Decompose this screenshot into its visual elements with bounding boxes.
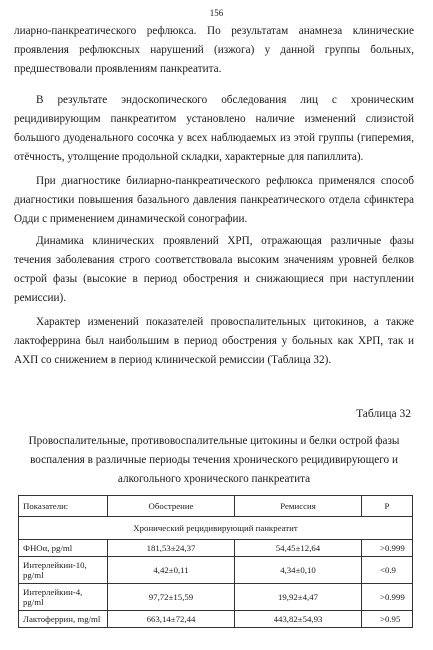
header-indicators: Показатели: xyxy=(19,496,108,517)
row-remission: 54,45±12,64 xyxy=(235,540,362,557)
table-group-row xyxy=(19,517,413,540)
cytokines-table xyxy=(18,495,413,628)
paragraph-diagnostics: При диагностике билиарно-панкреатического рефлюкса применялся способ диагностики повышения базального давления панкреатического отдела сфинктера Одди с применением динамической сонографии. xyxy=(14,175,414,225)
table-header-row xyxy=(19,496,413,517)
paragraph-cytokines: Характер изменений показателей провоспалительных цитокинов, а также лактоферрина был наибольшим в период обострения у больных как ХРП, так и АХП со снижением в период клинической ремиссии (Таблица 32). xyxy=(14,316,414,366)
row-exacerbation: 4,42±0,11 xyxy=(108,557,235,584)
table-row xyxy=(19,557,413,584)
table-label: Таблица 32 xyxy=(356,408,411,420)
row-exacerbation: 181,53±24,37 xyxy=(108,540,235,557)
row-remission: 19,92±4,47 xyxy=(235,584,362,611)
header-p: P xyxy=(362,496,413,517)
row-p: <0.9 xyxy=(362,557,413,584)
row-remission: 4,34±0,10 xyxy=(235,557,362,584)
row-exacerbation: 663,14±72,44 xyxy=(108,611,235,628)
page-number: 156 xyxy=(209,8,224,18)
paragraph-continuation: лиарно-панкреатического рефлюкса. По результатам анамнеза клинические проявления рефлюксных нарушений (изжога) у данной группы больных, предшествовали проявлениям панкреатита. xyxy=(14,25,414,75)
row-remission: 443,82±54,93 xyxy=(235,611,362,628)
paragraph-endoscopy: В результате эндоскопического обследования лиц с хроническим рецидивирующим панкреатитом установлено наличие изменений слизистой большого дуоденального сосочка у всех наблюдаемых из этой группы (гиперемия, отёчность, утолщение продольной складки, характерные для папиллита). xyxy=(14,94,414,163)
row-p: >0.999 xyxy=(362,540,413,557)
group-title: Хронический рецидивирующий панкреатит xyxy=(19,517,413,540)
header-exacerbation: Обострение xyxy=(108,496,235,517)
row-name: Интерлейкин-10, pg/ml xyxy=(19,557,108,584)
row-name: Интерлейкин-4, pg/ml xyxy=(19,584,108,611)
table-row xyxy=(19,584,413,611)
table-caption: Провоспалительные, противовоспалительные цитокины и белки острой фазы воспаления в различные периоды течения хронического рецидивирующего и алкогольного хронического панкреатита xyxy=(28,435,400,485)
row-exacerbation: 97,72±15,59 xyxy=(108,584,235,611)
paragraph-dynamics: Динамика клинических проявлений ХРП, отражающая различные фазы течения заболевания строго соответствовала высоким значениям уровней белков острой фазы (высокие в период обострения и снижающиеся при наступлении ремиссии). xyxy=(14,235,414,304)
table-row xyxy=(19,540,413,557)
row-p: >0.999 xyxy=(362,584,413,611)
table-row xyxy=(19,611,413,628)
row-p: >0.95 xyxy=(362,611,413,628)
row-name: ФНОα, pg/ml xyxy=(19,540,108,557)
row-name: Лактоферрин, mg/ml xyxy=(19,611,108,628)
header-remission: Ремиссия xyxy=(235,496,362,517)
